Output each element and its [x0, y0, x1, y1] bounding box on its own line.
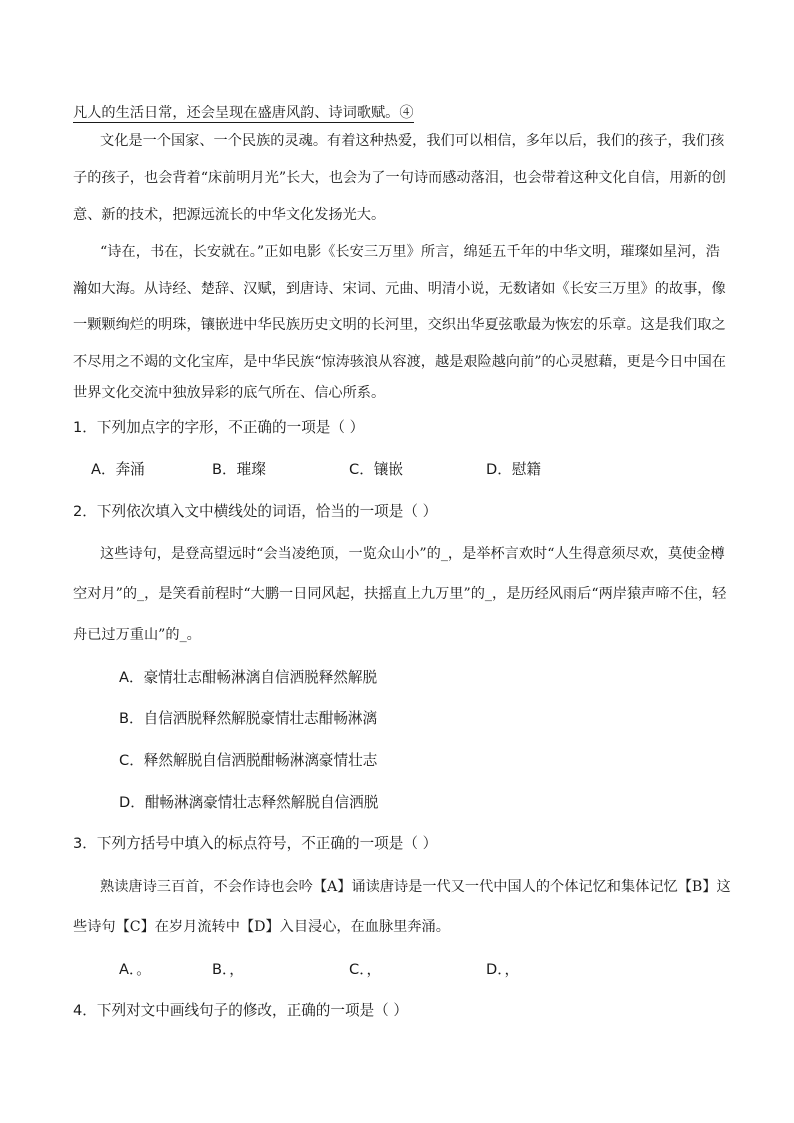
question-1-option-a: A．奔涌	[91, 461, 145, 478]
question-2-stem: 2．下列依次填入文中横线处的词语，恰当的一项是（ ）	[73, 503, 438, 520]
question-2-option-c: C．释然解脱自信洒脱酣畅淋漓豪情壮志	[119, 752, 378, 769]
passage-line-underlined: 凡人的生活日常，还会呈现在盛唐风韵、诗词歌赋。④	[73, 105, 414, 121]
passage-line: 不尽用之不竭的文化宝库，是中华民族“惊涛骇浪从容渡，越是艰险越向前”的心灵慰藉，更是今日中国在	[73, 354, 726, 370]
question-2-option-b: B．自信洒脱释然解脱豪情壮志酣畅淋漓	[119, 710, 378, 727]
passage-line: “诗在，书在，长安就在。”正如电影《长安三万里》所言，绵延五千年的中华文明，璀璨如星河，浩	[100, 244, 720, 260]
question-3-option-a: A．。	[119, 961, 151, 978]
passage-line: 子的孩子，也会背着“床前明月光”长大，也会为了一句诗而感动落泪，也会带着这种文化自信，用新的创	[73, 170, 726, 186]
question-1-option-c: C．镶嵌	[349, 461, 403, 478]
question-3-stem: 3．下列方括号中填入的标点符号，不正确的一项是（ ）	[73, 835, 438, 852]
question-3-option-c: C．，	[349, 961, 382, 978]
question-3-passage-line: 熟读唐诗三百首，不会作诗也会吟【A】诵读唐诗是一代又一代中国人的个体记忆和集体记忆【B】这	[100, 879, 731, 895]
question-1-option-b: B．璀璨	[212, 461, 266, 478]
passage-line: 瀚如大海。从诗经、楚辞、汉赋，到唐诗、宋词、元曲、明清小说，无数诸如《长安三万里》的故事，像	[73, 281, 726, 297]
question-3-option-b: B．，	[212, 961, 244, 978]
passage-line: 一颗颗绚烂的明珠，镶嵌进中华民族历史文明的长河里，交织出华夏弦歌最为恢宏的乐章。这是我们取之	[73, 317, 726, 333]
question-3-option-d: D．，	[486, 961, 520, 978]
question-4-stem: 4．下列对文中画线句子的修改，正确的一项是（ ）	[73, 1002, 408, 1019]
question-2-passage-line: 空对月”的_，是笑看前程时“大鹏一日同风起，扶摇直上九万里”的_，是历经风雨后“两岸猿声啼不住，轻	[73, 586, 727, 602]
passage-line: 世界文化交流中独放异彩的底气所在、信心所系。	[73, 385, 386, 401]
question-2-option-a: A．豪情壮志酣畅淋漓自信洒脱释然解脱	[119, 669, 378, 686]
question-1-stem: 1．下列加点字的字形，不正确的一项是（ ）	[73, 419, 365, 436]
passage-line: 意、新的技术，把源远流长的中华文化发扬光大。	[73, 207, 386, 223]
passage-line: 文化是一个国家、一个民族的灵魂。有着这种热爱，我们可以相信，多年以后，我们的孩子，我们孩	[100, 133, 725, 149]
question-2-passage-line: 舟已过万重山”的_。	[73, 627, 201, 643]
question-1-option-d: D．慰籍	[486, 461, 542, 478]
question-3-passage-line: 些诗句【C】在岁月流转中【D】入目浸心，在血脉里奔涌。	[73, 919, 450, 935]
question-2-option-d: D．酣畅淋漓豪情壮志释然解脱自信洒脱	[119, 794, 379, 811]
question-2-passage-line: 这些诗句，是登高望远时“会当凌绝顶，一览众山小”的_，是举杯言欢时“人生得意须尽欢，莫使金樽	[100, 546, 725, 562]
